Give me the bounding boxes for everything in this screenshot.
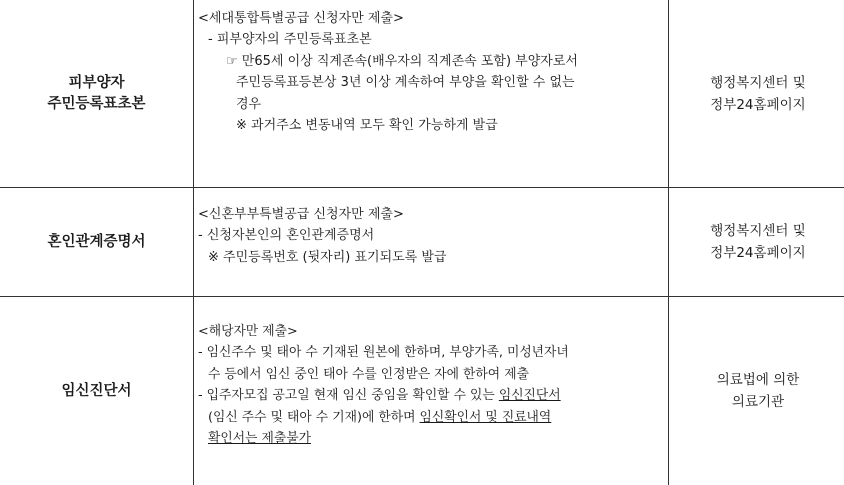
requirement-text: - 입주자모집 공고일 현재 임신 중임을 확인할 수 있는: [198, 388, 499, 404]
requirement-line: - 임신주수 및 태아 수 기재된 원본에 한하며, 부양가족, 미성년자녀: [198, 345, 569, 361]
document-name: 임신진단서: [61, 382, 132, 399]
table-row: [0, 0, 844, 187]
issuer-cell: [672, 297, 844, 485]
issuer-text: 정부24홈페이지: [710, 245, 806, 261]
requirement-line: - 신청자본인의 혼인관계증명서: [198, 228, 375, 244]
document-name: 피부양자: [68, 74, 125, 91]
issuer-text: 의료법에 의한: [716, 372, 800, 388]
issuer-text: 의료기관: [731, 394, 785, 410]
requirement-line: <해당자만 제출>: [198, 324, 298, 339]
requirement-line: 경우: [236, 96, 262, 112]
document-name-cell: [0, 188, 193, 296]
requirement-line: <세대통합특별공급 신청자만 제출>: [198, 11, 404, 26]
underlined-text: 확인서는 제출불가: [208, 431, 311, 447]
requirement-line: <신혼부부특별공급 신청자만 제출>: [198, 207, 404, 222]
issuer-cell: [672, 0, 844, 187]
underlined-text: 임신확인서 및 진료내역: [419, 409, 552, 425]
requirement-line: ☞ 만65세 이상 직계존속(배우자의 직계존속 포함) 부양자로서: [226, 53, 578, 69]
requirements-cell: [198, 321, 668, 449]
requirement-line: [198, 385, 668, 406]
requirement-line: ※ 과거주소 변동내역 모두 확인 가능하게 발급: [236, 118, 498, 134]
requirement-line: 수 등에서 임신 중인 태아 수를 인정받은 자에 한하여 제출: [208, 366, 529, 382]
underlined-text: 임신진단서: [498, 388, 561, 404]
issuer-text: 행정복지센터 및: [710, 74, 806, 91]
requirement-line: - 피부양자의 주민등록표초본: [208, 32, 372, 48]
issuer-text: 정부24홈페이지: [710, 96, 806, 113]
requirement-line: [198, 428, 668, 449]
document-name: 혼인관계증명서: [47, 233, 146, 250]
requirement-line: 주민등록표등본상 3년 이상 계속하여 부양을 확인할 수 없는: [236, 75, 575, 91]
requirement-line: ※ 주민등록번호 (뒷자리) 표기되도록 발급: [208, 249, 447, 265]
document-name-cell: [0, 297, 193, 485]
document-name-cell: [0, 0, 193, 187]
issuer-cell: [672, 188, 844, 296]
requirement-line: [198, 407, 668, 428]
requirement-text: (임신 주수 및 태아 수 기재)에 한하며: [208, 409, 420, 425]
table-row: [0, 297, 844, 485]
document-name: 주민등록표초본: [47, 95, 146, 112]
requirements-cell: [198, 8, 668, 136]
table-row: [0, 188, 844, 296]
issuer-text: 행정복지센터 및: [710, 223, 806, 239]
requirements-cell: [198, 204, 668, 268]
